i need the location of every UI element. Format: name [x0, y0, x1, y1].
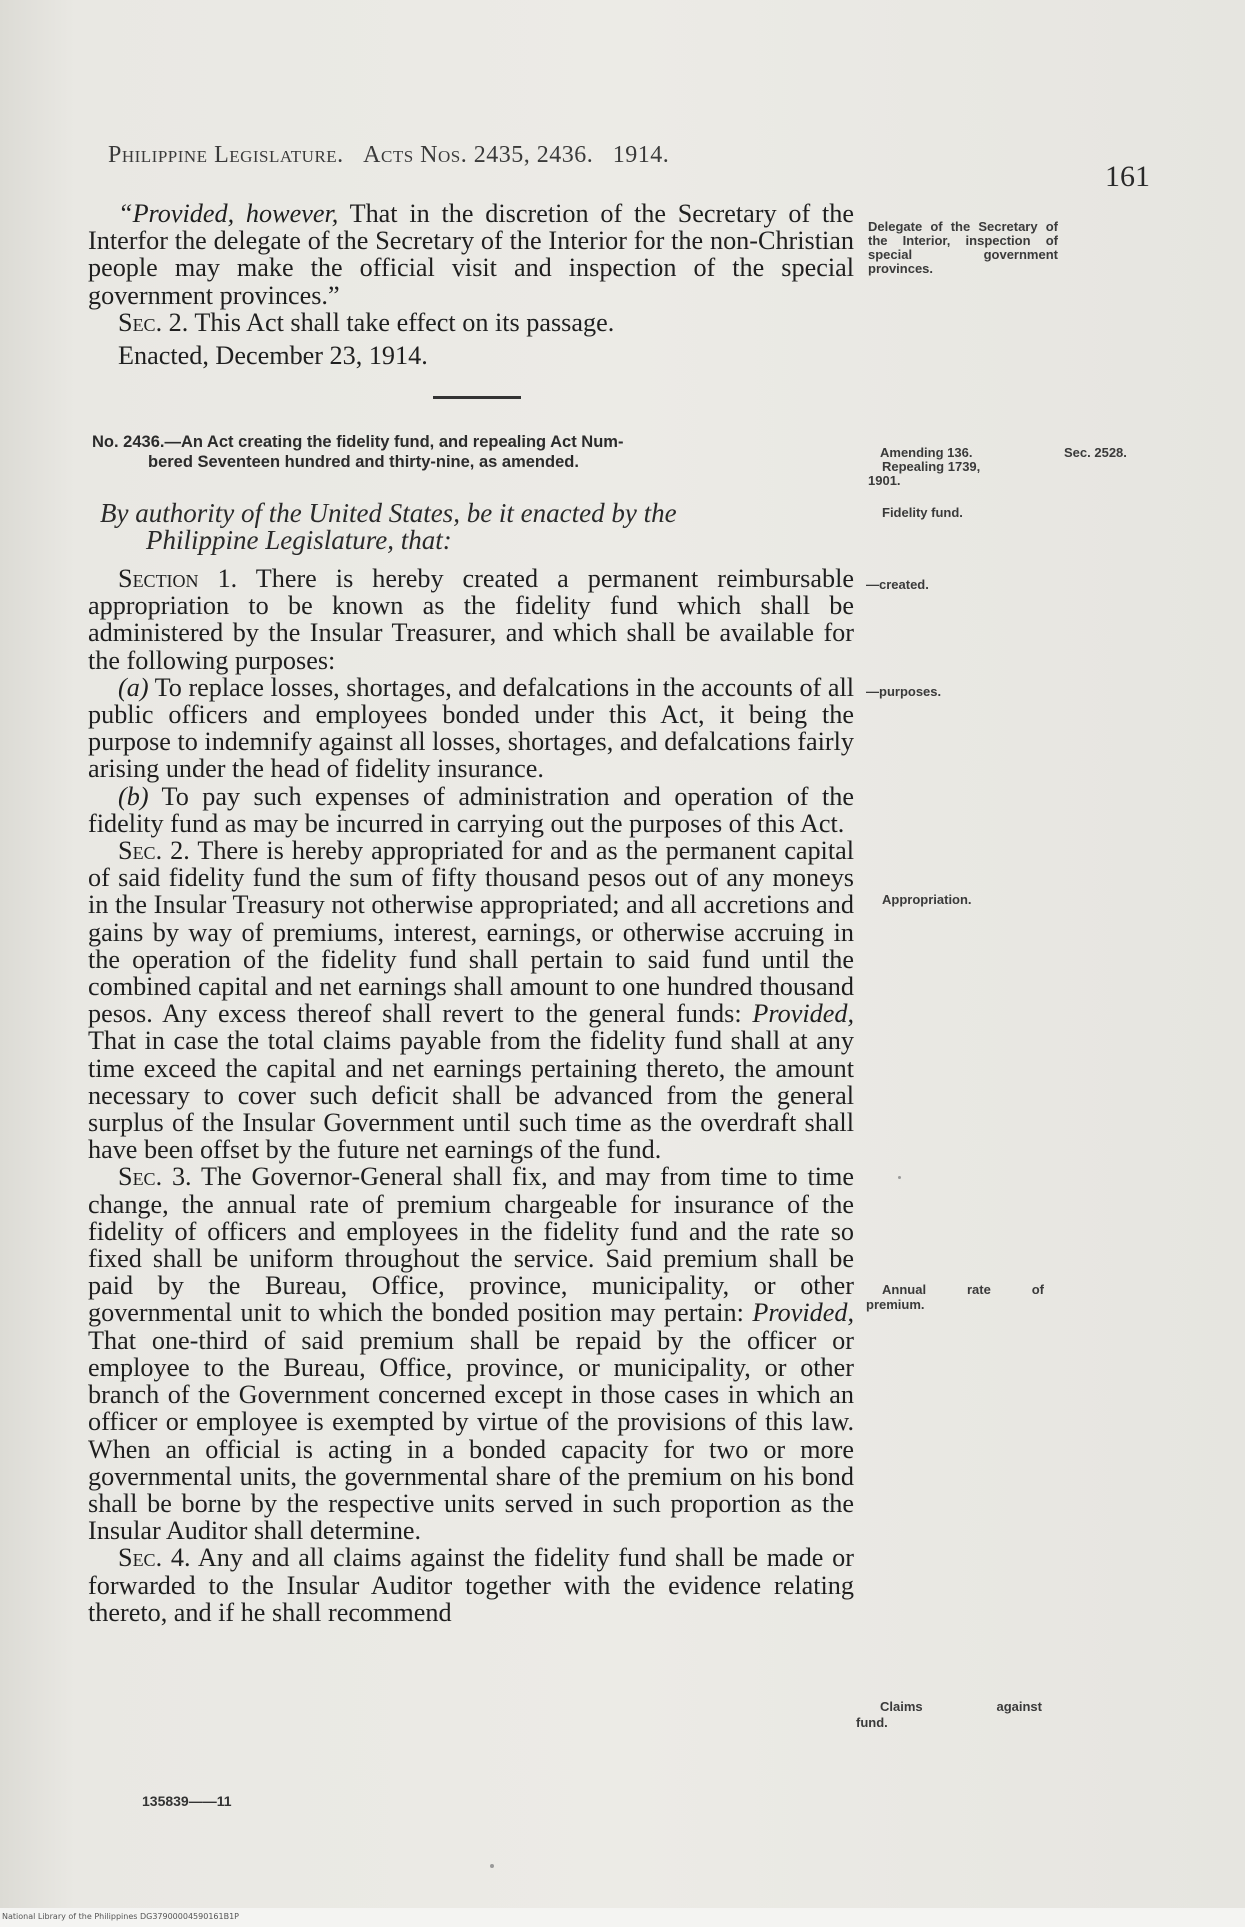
item-b	[88, 783, 854, 837]
act-heading-line-1: No. 2436.—An Act creating the fidelity fund, and repealing Act Num-	[92, 433, 624, 451]
proviso-text: That in the discretion of the Secretary of the Interfor the delegate of the Secretary of the Interior for the non-Christian people may make the official visit and inspection of the special government provinces.”	[88, 199, 854, 310]
running-head-year: 1914.	[612, 142, 670, 168]
margin-note-premium: premium.	[866, 1297, 925, 1312]
item-a-label: (a)	[118, 672, 149, 702]
enacting-clause	[100, 500, 860, 554]
item-a	[88, 674, 854, 783]
margin-note-purposes: —purposes.	[866, 684, 942, 699]
enacted-date: Enacted, December 23, 1914.	[118, 341, 428, 371]
act-2436-heading	[92, 432, 858, 472]
section-divider	[433, 396, 521, 399]
margin-note-sec-2528: Sec. 2528.	[1064, 445, 1127, 460]
margin-note-created: —created.	[866, 577, 929, 592]
sec-text: 2. This Act shall take effect on its passage.	[162, 307, 615, 337]
act-2435-sec-2	[88, 309, 854, 336]
act-heading-line-2: bered Seventeen hundred and thirty-nine, as amended.	[148, 453, 579, 471]
scan-speck	[898, 1176, 901, 1179]
margin-note-amending: Amending 136.	[880, 445, 973, 460]
section-text: 1. There is hereby created a permanent reimbursable appropriation to be known as the fidelity fund which shall be administered by the Insular Treasurer, and which shall be available for the following purposes:	[88, 564, 854, 675]
margin-note-appropriation: Appropriation.	[882, 892, 972, 907]
sec-2-text-a: 2. There is hereby appropriated for and as the permanent capital of said fidelity fund the sum of fifty thousand pesos out of any moneys in the Insular Treasury not otherwise appropriated; and all accretions and gains by way of premiums, interest, earnings, or otherwise accruing in the operation of the fidelity fund shall pertain to said fund until the combined capital and net earnings shall amount to one hundred thousand pesos. Any excess thereof shall revert to the general funds:	[88, 836, 854, 1029]
sec-2-provided: Provided,	[752, 999, 854, 1029]
sec-3-provided: Provided,	[752, 1298, 854, 1328]
sec-label: Sec.	[118, 307, 163, 337]
margin-note-fund: fund.	[856, 1715, 888, 1730]
act-2435-tail	[88, 200, 854, 369]
section-4	[88, 1544, 854, 1626]
sec-label: Sec.	[118, 1162, 163, 1192]
sec-3-text-b: That one-third of said premium shall be repaid by the officer or employee to the Bureau, Office, province, or municipality, or other branch of the Government concerned except in those cases in which an officer or employee is exempted by virtue of the provisions of this law. When an official is acting in a bonded capacity for two or more governmental units, the governmental share of the premium on his bond shall be borne by the respective units served in such proportion as the Insular Auditor shall determine.	[88, 1325, 854, 1546]
section-3	[88, 1163, 854, 1544]
enacting-clause-line-1: By authority of the United States, be it enacted by the	[100, 498, 677, 528]
proviso-paragraph	[88, 200, 854, 309]
printer-signature: 135839——11	[142, 1793, 232, 1809]
margin-note-repealing: Repealing 1739,	[882, 459, 981, 474]
running-head-legislature: Philippine Legislature.	[108, 142, 344, 168]
margin-note-fidelity-fund: Fidelity fund.	[882, 505, 963, 520]
item-b-label: (b)	[118, 781, 149, 811]
scan-credit-text: National Library of the Philippines DG37900004590161B1P	[2, 1912, 239, 1921]
sec-2-text-b: That in case the total claims payable from the fidelity fund shall at any time exceed the capital and net earnings pertaining thereto, the amount necessary to cover such deficit shall be advanced from the general surplus of the Insular Government until such time as the overdraft shall have been offset by the future net earnings of the fund.	[88, 1026, 854, 1165]
sec-label: Sec.	[118, 1543, 163, 1573]
item-b-text: To pay such expenses of administration and operation of the fidelity fund as may be incurred in carrying out the purposes of this Act.	[88, 781, 854, 838]
sec-3-text-a: 3. The Governor-General shall fix, and may from time to time change, the annual rate of premium chargeable for insurance of the fidelity of officers and employees in the fidelity fund and the rate so fixed shall be uniform throughout the service. Said premium shall be paid by the Bureau, Office, province, municipality, or other governmental unit to which the bonded position may pertain:	[88, 1162, 854, 1328]
sec-4-text: 4. Any and all claims against the fidelity fund shall be made or forwarded to the Insular Auditor together with the evidence relating thereto, and if he shall recommend	[88, 1543, 854, 1627]
item-a-text: To replace losses, shortages, and defalcations in the accounts of all public officers and employees bonded under this Act, it being the purpose to indemnify against all losses, shortages, and defalcations fairly arising under the head of fidelity insurance.	[88, 672, 854, 784]
enacting-clause-line-2: Philippine Legislature, that:	[146, 525, 452, 555]
act-2436-body	[88, 565, 854, 1626]
running-head-acts: Acts Nos. 2435, 2436.	[363, 142, 594, 168]
section-2	[88, 837, 854, 1163]
running-head	[108, 142, 868, 169]
sec-label: Sec.	[118, 836, 163, 866]
margin-note-delegate: Delegate of the Secretary of the Interior, inspection of special government provinces.	[868, 219, 1058, 276]
margin-note-annual-rate: Annual rate of	[882, 1282, 1044, 1297]
page-number: 161	[1105, 160, 1150, 193]
scan-speck	[490, 1864, 494, 1868]
section-1	[88, 565, 854, 674]
margin-note-year: 1901.	[868, 473, 901, 488]
proviso-lead: “Provided, however,	[118, 199, 339, 228]
scan-credit-strip	[0, 1908, 1245, 1927]
section-label: Section	[118, 564, 199, 593]
margin-note-claims: Claims against	[880, 1699, 1042, 1714]
